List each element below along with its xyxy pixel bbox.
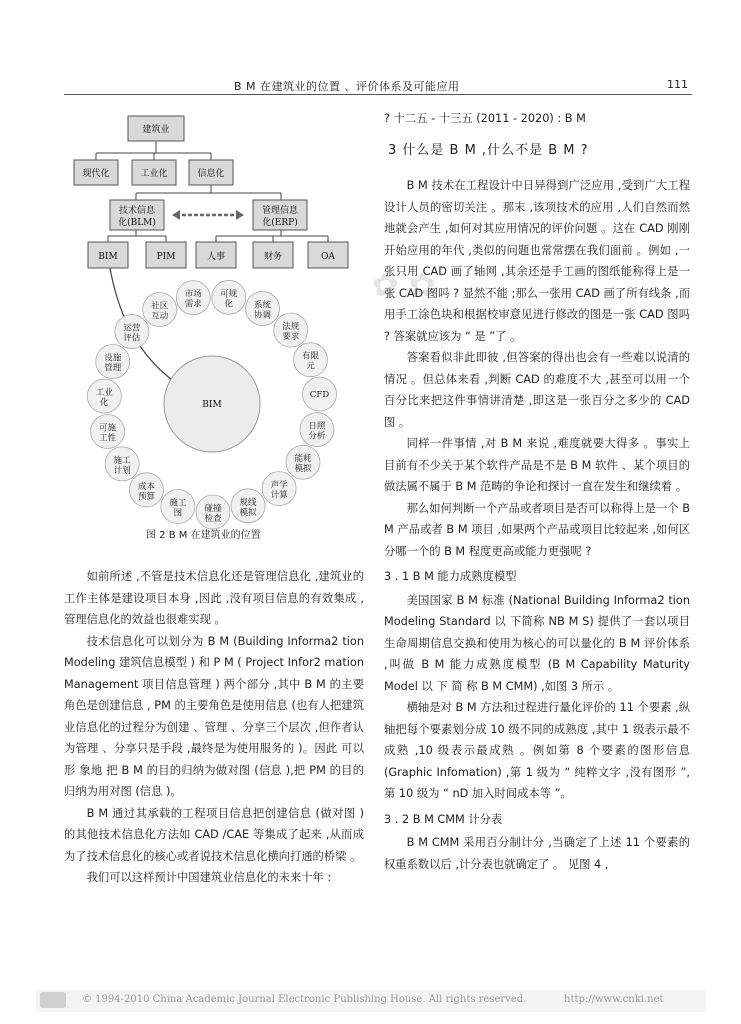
wheel-item [87, 379, 121, 413]
wheel-item-label: 计划 [113, 465, 131, 476]
bim-position-figure [66, 108, 358, 524]
wheel-item [274, 313, 308, 347]
tech-info-label-2: 化(BLM) [118, 218, 156, 228]
page-footer [36, 990, 706, 1012]
wheel-item [294, 343, 328, 377]
wheel-item-label: 互动 [151, 311, 169, 322]
wheel-item-label: 化 [100, 398, 109, 409]
section-heading: 3 . 1 B M 能力成熟度模型 [384, 570, 517, 583]
bottom-label: 财务 [263, 252, 283, 262]
paragraph: 美国国家 B M 标准 (National Building Informa2 tion Modeling Standard 以 下简称 NB M S) 提供了一套以项目生命周期信息交换和使用为核心的可以量化的 B M 评价体系 ,叫做 B M 能力成熟度模型 (B M Capability Maturity Model 以 下 简 称 B M CMM) ,如图 3 所示 。 [384, 593, 690, 693]
wheel-item [303, 377, 337, 411]
wheel-item-label: 工性 [99, 433, 117, 444]
wheel-item-label: 化 [224, 299, 234, 310]
tech-info-label-1: 技术信息 [118, 206, 156, 216]
mgmt-info-label-1: 管理信息 [261, 206, 299, 216]
wheel-item-label: 能耗 [294, 454, 312, 465]
wheel-item-label: 要求 [282, 332, 300, 343]
wheel-item-label: 分析 [308, 431, 326, 442]
wheel-item [91, 414, 125, 448]
bottom-label: BIM [98, 252, 118, 262]
wheel-item-label: 市场 [184, 289, 202, 300]
wheel-item-label: 运营 [123, 323, 141, 334]
root-label: 建筑业 [142, 125, 170, 135]
wheel-item-label: 碰撞 [204, 503, 222, 514]
level2-label: 现代化 [82, 169, 110, 179]
watermark-stamp-icon: ✿ ✿ [372, 266, 436, 304]
wheel-item-label: 工业 [95, 388, 113, 399]
wheel-item-label: 可规 [220, 289, 238, 300]
wheel-item [300, 413, 334, 447]
wheel-item-label: 协调 [254, 310, 272, 321]
wheel-item [196, 495, 230, 529]
wheel-item-label: 图 [173, 508, 183, 519]
wheel-item-label: 评估 [123, 333, 141, 344]
wheel-item-label: 法规 [282, 322, 300, 333]
wheel-item-label: 元 [306, 361, 315, 372]
bottom-label: OA [321, 252, 335, 262]
paragraph: B M 通过其承载的工程项目信息把创建信息 (做对图 ) 的其他技术信息化方法如 CAD /CAE 等集成了起来 ,从而成为了技术信息化的核心或者说技术信息化横向打通的桥梁 。 [64, 806, 364, 863]
wheel-item-label: 规线 [239, 497, 257, 508]
wheel-item-label: 计算 [270, 490, 288, 501]
footer-url: http://www.cnki.net [564, 994, 664, 1005]
dashed-double-arrow-icon [172, 210, 244, 220]
wheel-item-label: 设施 [104, 353, 122, 364]
wheel-item-label: 日照 [308, 421, 326, 432]
wheel-item-label: 模拟 [239, 507, 257, 518]
paragraph: B M CMM 采用百分制计分 ,当确定了上述 11 个要素的权重系数以后 ,计分表也就确定了 。 见图 4 , [384, 836, 690, 871]
right-column [384, 108, 690, 875]
paragraph: B M 技术在工程设计中日异得到广泛应用 ,受到广大工程设计人员的密切关注 。那末 ,该项技术的应用 ,人们自然而然地就会产生 ,如何对其应用情况的评价问题 。这在 CAD 刚刚开始应用的年代 ,类似的问题也常常摆在我们面前 。例如 ,一张只用 CAD 画了轴网 ,其余还是手工画的图纸能称得上是一张 CAD 图吗 ? 显然不能 ;那么一张用 CAD 画了所有线条 ,而用手工涂色块和根据校审意见进行修改的图是一张 CAD 图吗 ? 答案就应该为 “ 是 ”了 。 [384, 179, 690, 343]
wheel-item-label: 预算 [137, 491, 155, 502]
paragraph: 我们可以这样预计中国建筑业信息化的未来十年 : [86, 871, 332, 884]
wheel-item [262, 472, 296, 506]
paragraph: 技术信息化可以划分为 B M (Building Informa2 tion Modeling 建筑信息模型 ) 和 P M ( Project Infor2 mation Management 项目信息管理 ) 两个部分 ,其中 B M 的主要角色是创建信息 , PM 的主要角色是使用信息 (也有人把建筑业信息化的过程分为创建 、管理 、分享三个层次 ,但作者认为管理 、分享只是手段 ,最终是为使用服务的 )。因此 可以形 象地 把 B M 的目的归纳为做对图 (信息 ),把 PM 的目的归纳为用对图 (信息 )。 [64, 634, 364, 798]
wheel-item-label: 成本 [137, 481, 155, 492]
paragraph: 那么如何判断一个产品或者项目是否可以称得上是一个 B M 产品或者 B M 项目 ,如果两个产品或项目比较起来 ,如何区分哪一个的 B M 程度更高或能力更强呢 ? [384, 501, 690, 558]
wheel-item [129, 473, 163, 507]
bottom-label: 人事 [206, 252, 226, 262]
center-label: BIM [202, 400, 222, 410]
wheel-item-label: 施工 [113, 455, 131, 466]
wheel-item-label: 可施 [99, 423, 117, 434]
level2-label: 信息化 [197, 169, 225, 179]
wheel-item-label: 社区 [151, 301, 169, 312]
mgmt-info-label-2: 化(ERP) [262, 218, 298, 228]
paragraph: 横轴是对 B M 方法和过程进行量化评价的 11 个要素 ,纵轴把每个要素划分成 10 级不同的成熟度 ,其中 1 级表示最不成熟 ,10 级表示最成熟 。例如第 8 个要素的图形信息 (Graphic Infomation) ,第 1 级为 “ 纯粹文字 ,没有图形 ”,第 10 级为 “ nD 加入时间成本等 ”。 [384, 701, 690, 800]
wheel-item [212, 280, 246, 314]
wheel-item [176, 281, 210, 315]
bottom-label: PIM [156, 252, 176, 262]
wheel-item [115, 315, 149, 349]
wheel-item-label: 检查 [204, 513, 222, 524]
wheel-item [96, 345, 130, 379]
figure-caption: 图 2 B M 在建筑业的位置 [146, 530, 261, 541]
wheel-item [143, 292, 177, 326]
wheel-item [105, 447, 139, 481]
wheel-item-label: 模拟 [294, 464, 312, 475]
paragraph: ? 十二五 - 十三五 (2011 - 2020) : B M [384, 112, 586, 125]
wheel-item-label: 声学 [270, 480, 288, 491]
page-header [64, 76, 692, 95]
left-column [64, 566, 364, 889]
wheel-item-label: 施工 [169, 498, 187, 509]
wheel-item-label: 有限 [301, 351, 320, 362]
wheel-item-label: 管理 [104, 363, 122, 374]
level2-label: 工业化 [140, 169, 168, 179]
footer-copyright: © 1994-2010 China Academic Journal Electronic Publishing House. All rights reserved. [82, 994, 527, 1005]
wheel-item [161, 489, 195, 523]
wheel-item [286, 445, 320, 479]
cnki-logo-icon [40, 992, 66, 1008]
wheel-item [246, 292, 280, 326]
section-heading: 3 什么是 B M ,什么不是 B M ? [388, 142, 589, 158]
running-title: B M 在建筑业的位置 、评价体系及可能应用 [234, 80, 460, 93]
paragraph: 答案看似非此即彼 ,但答案的得出也会有一些难以说清的情况 。但总体来看 ,判断 CAD 的难度不大 ,甚至可以用一个百分比来把这件事情讲清楚 ,即这是一张百分之多少的 CAD 图 。 [384, 351, 690, 429]
wheel-item-label: 系统 [254, 300, 272, 311]
page-number: 111 [667, 78, 688, 91]
wheel-item-label: 需求 [184, 299, 202, 310]
wheel-item [231, 489, 265, 523]
paragraph: 如前所述 ,不管是技术信息化还是管理信息化 ,建筑业的工作主体是建设项目本身 ,因此 ,没有项目信息的有效集成 ,管理信息化的效益也很难实现 。 [64, 570, 364, 626]
wheel-item-label: CFD [309, 390, 330, 401]
section-heading: 3 . 2 B M CMM 计分表 [384, 812, 503, 826]
paragraph: 同样一件事情 ,对 B M 来说 ,难度就要大得多 。事实上目前有不少关于某个软件产品是不是 B M 软件 、某个项目的做法属不属于 B M 范畴的争论和探讨一直在发生和继续着 。 [384, 437, 690, 493]
